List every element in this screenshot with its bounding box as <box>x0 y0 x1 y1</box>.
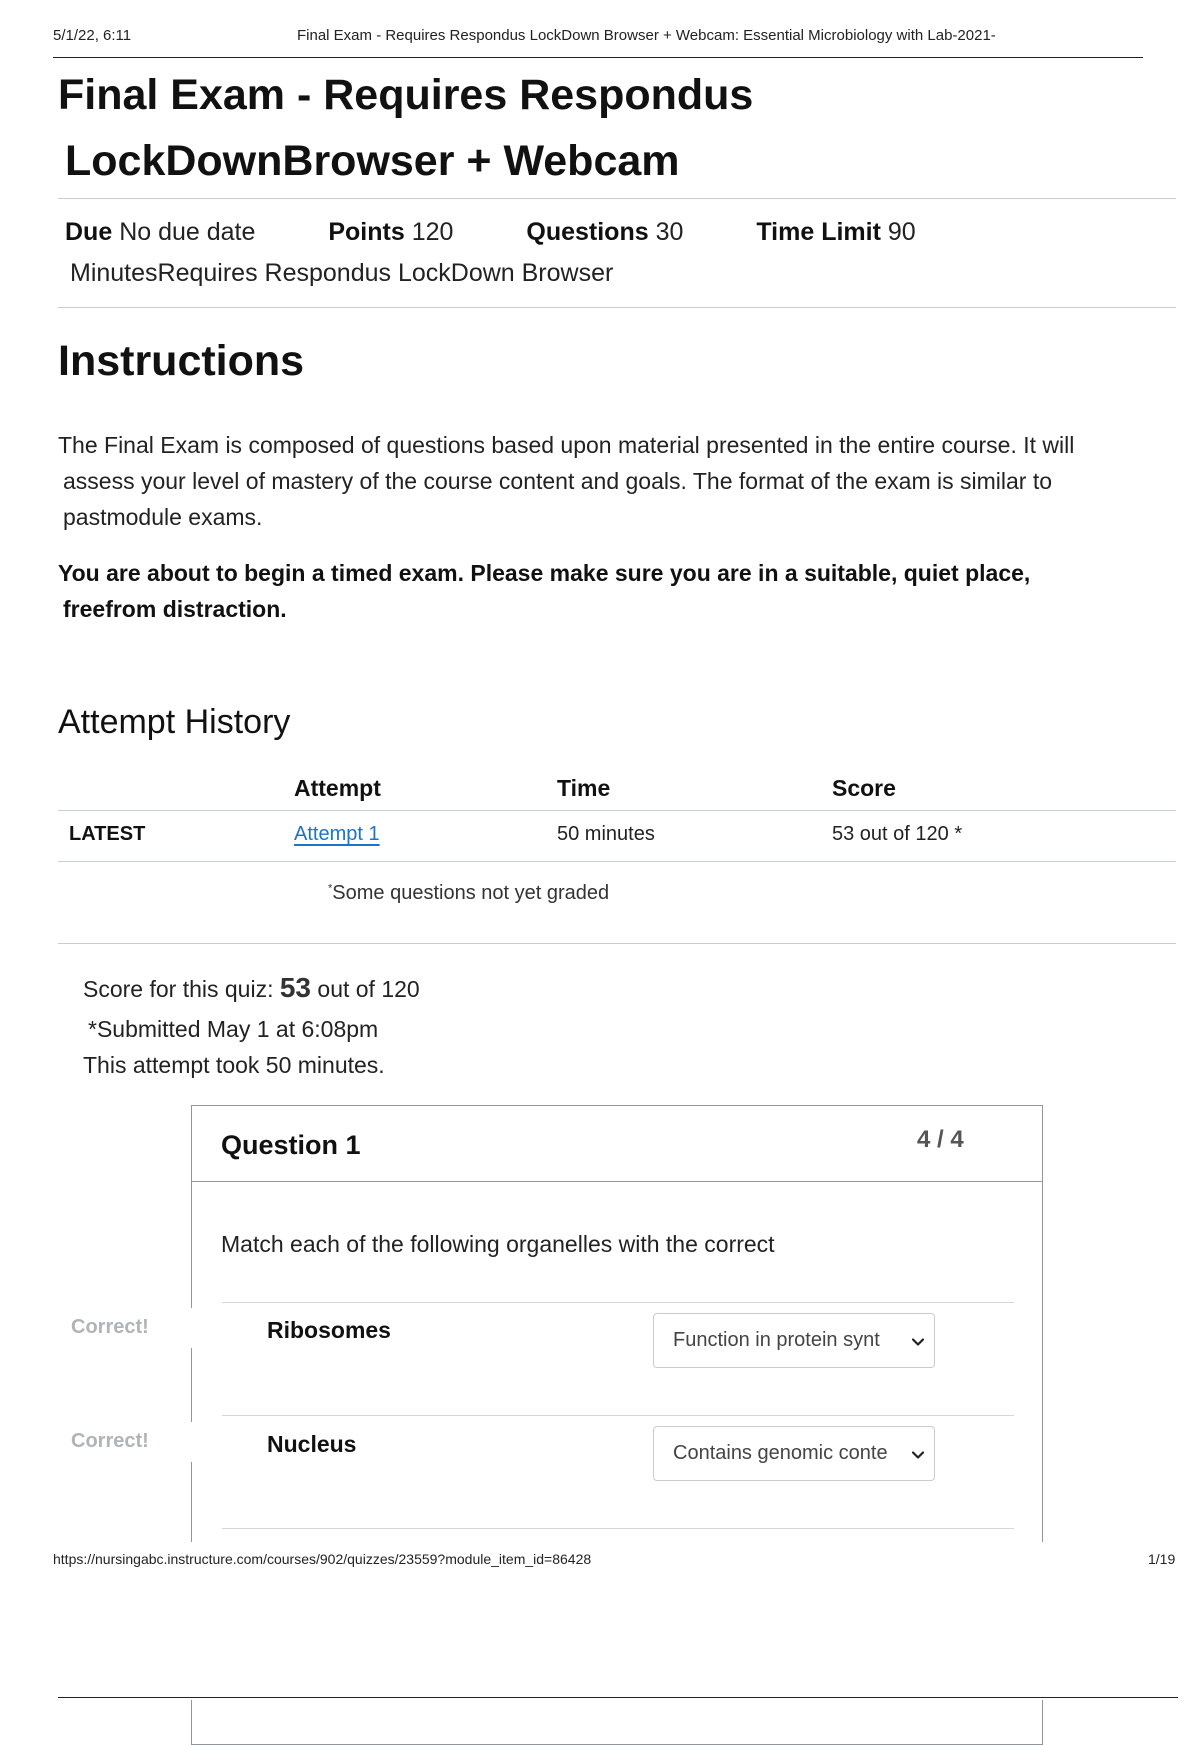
divider <box>58 943 1176 944</box>
quiz-details <box>65 212 1165 294</box>
time-limit-value: 90 <box>887 218 916 246</box>
time-limit-label: Time Limit <box>756 218 881 246</box>
match-answer-select-ribosomes[interactable] <box>653 1313 935 1368</box>
points-value: 120 <box>411 218 454 246</box>
instructions-warning-line-2: freefrom distraction. <box>63 596 287 622</box>
question-header <box>192 1106 1042 1182</box>
instructions-heading: Instructions <box>58 337 305 385</box>
question-prompt: Match each of the following organelles with the correct <box>221 1231 775 1257</box>
instructions-text-line-2: assess your level of mastery of the course content and goals. The format of the exam is similar to <box>63 468 1053 494</box>
instructions-warning <box>58 555 1168 627</box>
column-header-score: Score <box>832 775 896 801</box>
quiz-score-prefix: Score for this quiz: <box>83 976 280 1002</box>
match-answer-value: Contains genomic conte <box>673 1442 888 1464</box>
quiz-details-line-2: MinutesRequires Respondus LockDown Browser <box>70 259 614 287</box>
quiz-details-line-1 <box>65 212 1165 253</box>
page-bottom-rule <box>58 1697 1178 1698</box>
attempt-duration: This attempt took 50 minutes. <box>83 1052 385 1078</box>
question-title: Question 1 <box>221 1130 361 1160</box>
questions-value: 30 <box>655 218 684 246</box>
attempt-score: 53 out of 120 * <box>832 823 963 845</box>
match-term-ribosomes: Ribosomes <box>267 1317 391 1343</box>
questions-label: Questions <box>526 218 649 246</box>
ungraded-note-text: Some questions not yet graded <box>332 882 610 904</box>
points-label: Points <box>328 218 405 246</box>
instructions-text <box>58 427 1168 535</box>
question-points: 4 / 4 <box>917 1126 964 1153</box>
instructions-text-line-3: pastmodule exams. <box>63 504 263 530</box>
print-header-title: Final Exam - Requires Respondus LockDown Browser + Webcam: Essential Microbiology with Lab-2021- <box>297 27 996 44</box>
match-answer-value: Function in protein synt <box>673 1329 880 1351</box>
ungraded-note <box>328 882 609 905</box>
table-row-divider <box>58 861 1176 862</box>
column-header-attempt: Attempt <box>294 775 381 801</box>
correct-flag-gap <box>185 1308 199 1348</box>
correct-flag: Correct! <box>71 1430 149 1452</box>
quiz-score-suffix: out of 120 <box>311 976 420 1002</box>
match-divider <box>222 1528 1014 1529</box>
page-title-line-2: LockDownBrowser + Webcam <box>65 137 680 185</box>
correct-flag-gap <box>185 1422 199 1462</box>
page-title-line-1: Final Exam - Requires Respondus <box>58 71 754 119</box>
match-term-nucleus: Nucleus <box>267 1431 357 1457</box>
attempt-history-heading: Attempt History <box>58 703 291 741</box>
instructions-warning-line-1: You are about to begin a timed exam. Please make sure you are in a suitable, quiet place, <box>58 560 1031 586</box>
latest-label: LATEST <box>69 823 146 845</box>
footer-url: https://nursingabc.instructure.com/courses/902/quizzes/23559?module_item_id=86428 <box>53 1551 592 1567</box>
quiz-score-line <box>83 972 420 1004</box>
correct-flag: Correct! <box>71 1316 149 1338</box>
due-value: No due date <box>119 218 256 246</box>
instructions-text-line-1: The Final Exam is composed of questions based upon material presented in the entire course. It will <box>58 432 1075 458</box>
chevron-down-icon <box>910 1447 926 1463</box>
attempt-time: 50 minutes <box>557 823 655 845</box>
quiz-score-value: 53 <box>279 972 312 1003</box>
print-date: 5/1/22, 6:11 <box>53 27 132 44</box>
attempt-1-link[interactable]: Attempt 1 <box>294 823 380 845</box>
submitted-timestamp: *Submitted May 1 at 6:08pm <box>88 1016 379 1042</box>
page-number: 1/19 <box>1148 1551 1176 1567</box>
divider <box>58 198 1176 199</box>
header-divider <box>53 57 1143 58</box>
table-header-divider <box>58 810 1176 811</box>
match-divider <box>222 1302 1014 1303</box>
column-header-time: Time <box>557 775 611 801</box>
match-answer-select-nucleus[interactable] <box>653 1426 935 1481</box>
due-label: Due <box>65 218 113 246</box>
chevron-down-icon <box>910 1334 926 1350</box>
divider <box>58 307 1176 308</box>
ungraded-note-marker: * <box>328 882 333 895</box>
match-divider <box>222 1415 1014 1416</box>
page-title <box>58 62 958 194</box>
